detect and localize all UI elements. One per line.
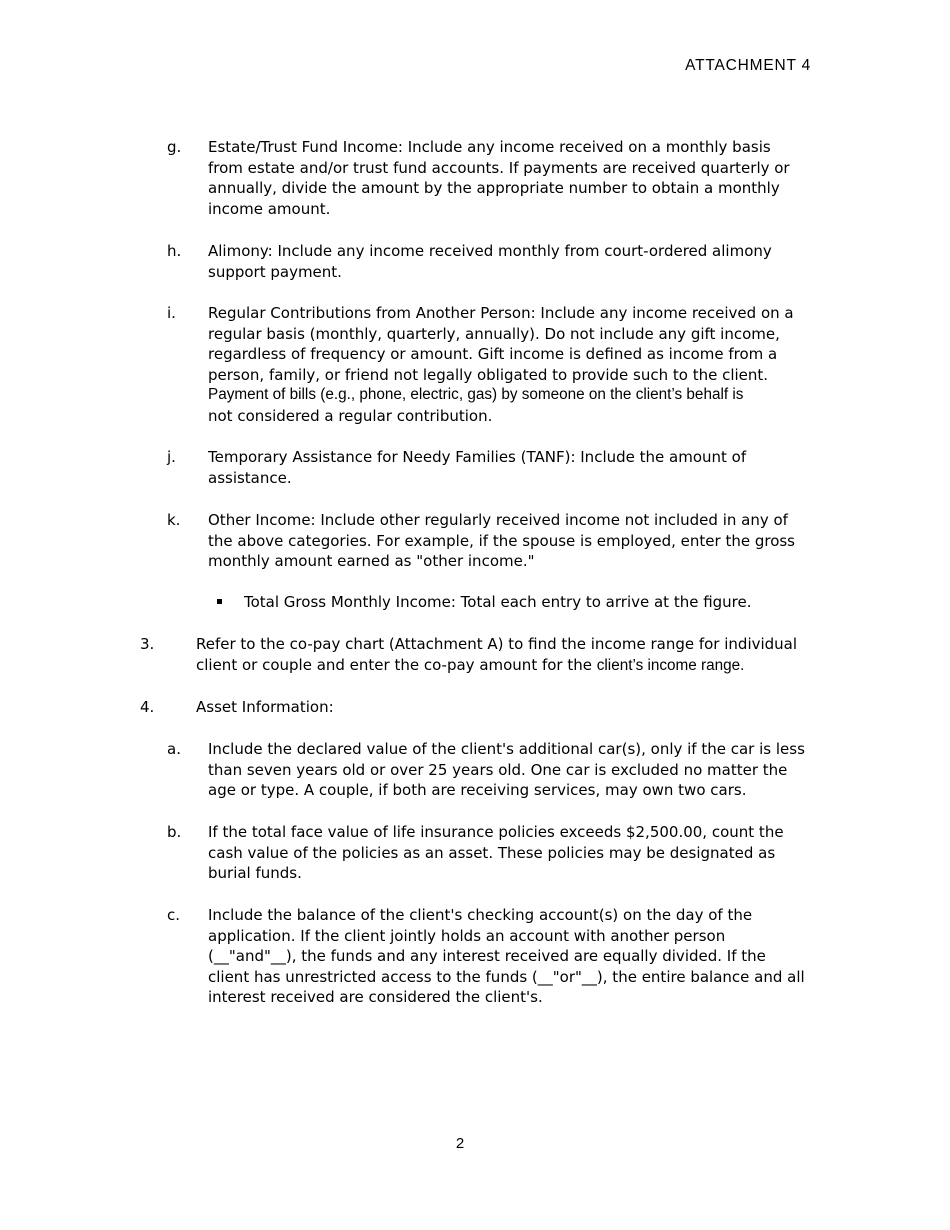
text-line: burial funds. [208,864,302,882]
text-line: client has unrestricted access to the funds (__"or"__), the entire balance and all [208,967,805,986]
item-marker: b. [167,823,182,841]
text-line: monthly amount earned as "other income." [208,552,535,570]
item-marker: c. [167,906,181,924]
text-line: Include the declared value of the client's additional car(s), only if the car is less [208,740,805,758]
item-marker: 3. [140,635,155,653]
text-line: application. If the client jointly holds an account with another person [208,926,726,945]
text-line: than seven years old or over 25 years old. One car is excluded no matter the [208,760,788,779]
text-span: client or couple and enter the co-pay amount for the [196,655,597,674]
text-line: (__"and"__), the funds and any interest received are equally divided. If the [208,947,766,965]
text-line: Include the balance of the client's checking account(s) on the day of the [208,906,753,924]
text-line: If the total face value of life insurance policies exceeds $2,500.00, count the [208,823,784,841]
item-text [196,634,816,676]
bullet-text: Total Gross Monthly Income: Total each entry to arrive at the figure. [244,593,752,611]
item-text [196,697,816,718]
text-line: Asset Information: [196,698,334,716]
item-marker: j. [167,448,176,466]
text-line: Estate/Trust Fund Income: Include any income received on a monthly basis [208,138,771,156]
text-line: Temporary Assistance for Needy Families (TANF): Include the amount of [208,448,747,466]
attachment-header: ATTACHMENT 4 [685,57,811,74]
text-line: person, family, or friend not legally obligated to provide such to the client. [208,365,769,384]
text-span-arial: client’s income range. [596,656,745,674]
text-line: assistance. [208,468,292,487]
text-line: the above categories. For example, if the spouse is employed, enter the gross [208,531,795,550]
text-line: Payment of bills (e.g., phone, electric, gas) by someone on the client’s behalf is [208,386,744,403]
item-text [208,739,810,801]
text-line: interest received are considered the client's. [208,988,543,1006]
text-line: Other Income: Include other regularly received income not included in any of [208,511,788,529]
text-line: regular basis (monthly, quarterly, annually). Do not include any gift income, [208,324,780,343]
text-line: annually, divide the amount by the appropriate number to obtain a monthly [208,179,780,197]
item-marker: h. [167,242,182,260]
item-text [208,241,810,282]
item-marker: g. [167,138,182,156]
text-line: cash value of the policies as an asset. These policies may be designated as [208,843,776,862]
item-marker: i. [167,304,176,322]
text-line: Alimony: Include any income received monthly from court-ordered alimony [208,242,772,260]
text-line: Regular Contributions from Another Person: Include any income received on a [208,304,794,322]
item-marker: k. [167,511,181,529]
text-line [196,655,816,677]
item-text [208,822,810,884]
text-line: from estate and/or trust fund accounts. If payments are received quarterly or [208,158,790,177]
text-line: not considered a regular contribution. [208,406,493,425]
item-marker: a. [167,740,181,758]
item-text [208,905,810,1008]
page-number: 2 [455,1135,465,1152]
item-text [208,137,810,219]
item-text [208,303,810,426]
text-line: Refer to the co-pay chart (Attachment A) to find the income range for individual [196,635,798,653]
text-line: age or type. A couple, if both are receiving services, may own two cars. [208,781,747,799]
item-text [208,447,810,488]
text-line: income amount. [208,199,331,218]
text-line: support payment. [208,262,342,281]
item-text [208,510,810,572]
text-line: regardless of frequency or amount. Gift income is defined as income from a [208,345,778,363]
item-marker: 4. [140,698,155,716]
bullet-square-icon [217,599,222,604]
